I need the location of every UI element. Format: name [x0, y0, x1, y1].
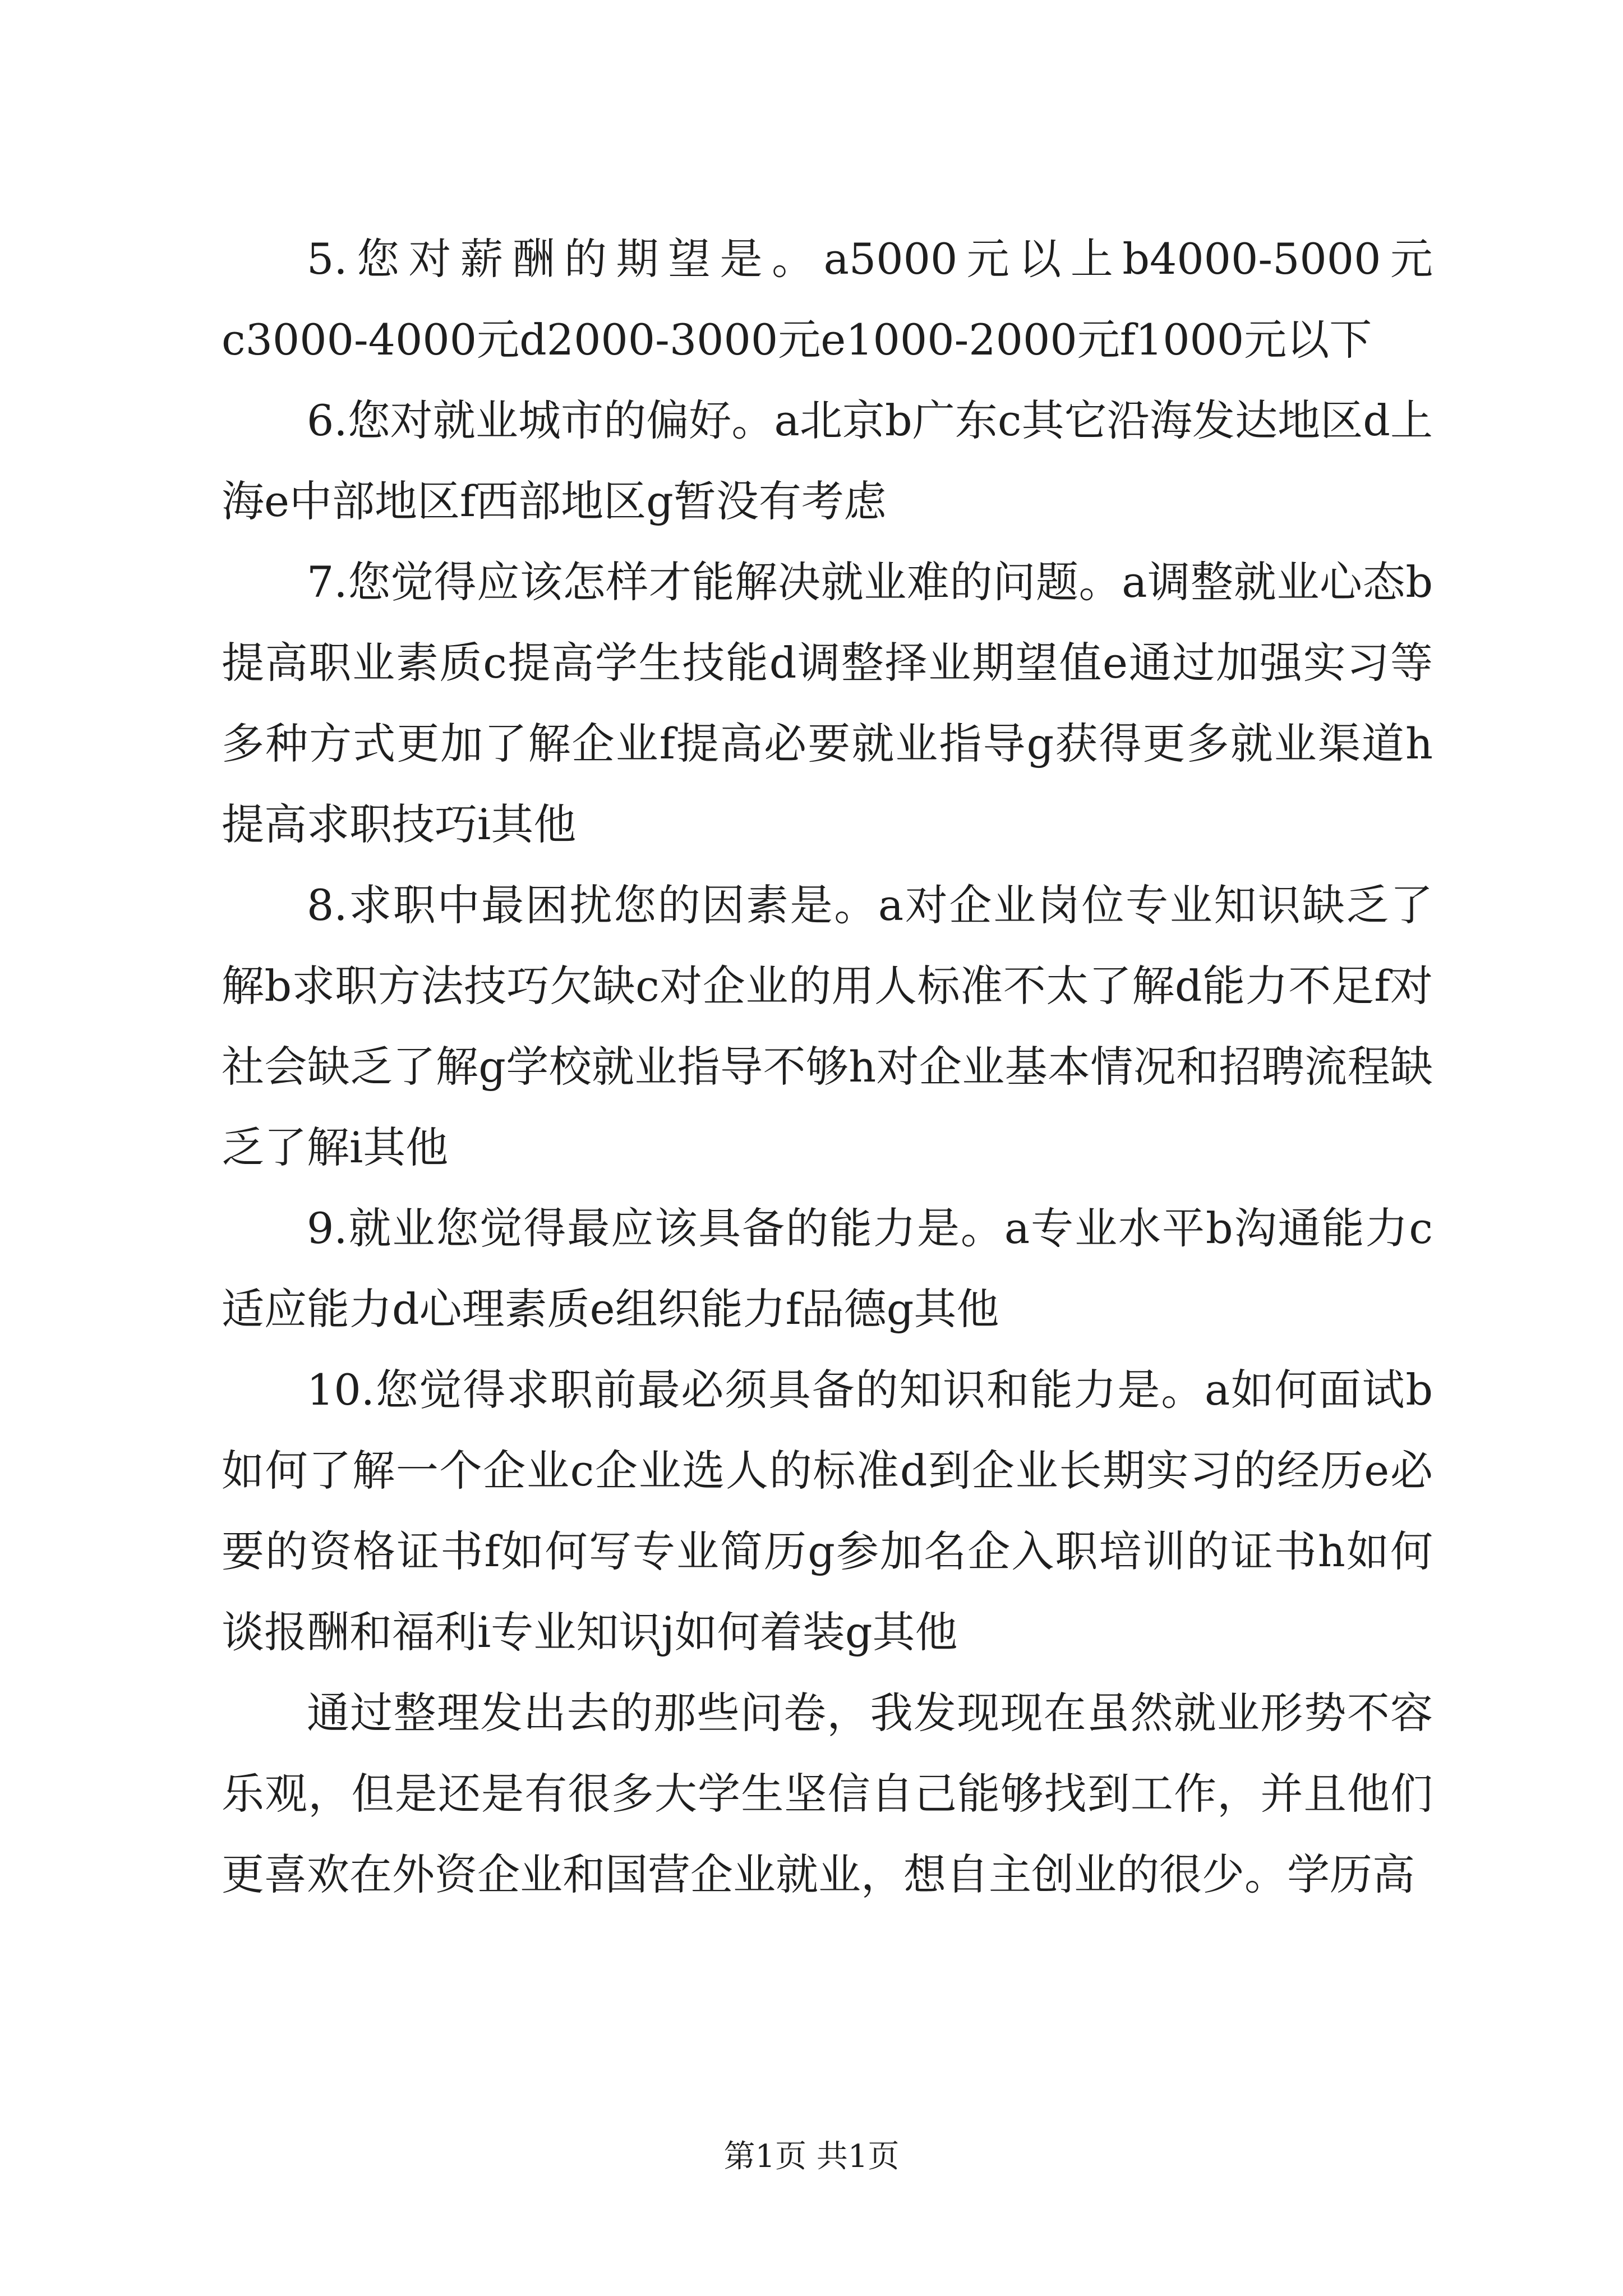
- paragraph-q5: 5.您对薪酬的期望是。a5000元以上b4000-5000元c3000-4000元d2000-3000元e1000-2000元f1000元以下: [222, 234, 1433, 365]
- document-body: [222, 219, 1433, 1915]
- paragraph-q7: 7.您觉得应该怎样才能解决就业难的问题。a调整就业心态b提高职业素质c提高学生技能d调整择业期望值e通过加强实习等多种方式更加了解企业f提高必要就业指导g获得更多就业渠道h提高求职技巧i其他: [222, 557, 1433, 849]
- paragraph-q8: 8.求职中最困扰您的因素是。a对企业岗位专业知识缺乏了解b求职方法技巧欠缺c对企业的用人标准不太了解d能力不足f对社会缺乏了解g学校就业指导不够h对企业基本情况和招聘流程缺乏了解i其他: [222, 880, 1433, 1172]
- paragraph-q9: 9.就业您觉得最应该具备的能力是。a专业水平b沟通能力c适应能力d心理素质e组织能力f品德g其他: [222, 1203, 1433, 1334]
- page-footer: 第1页 共1页: [723, 2138, 900, 2175]
- paragraph-q6: 6.您对就业城市的偏好。a北京b广东c其它沿海发达地区d上海e中部地区f西部地区g暂没有考虑: [222, 395, 1433, 526]
- paragraph-q10: 10.您觉得求职前最必须具备的知识和能力是。a如何面试b如何了解一个企业c企业选人的标准d到企业长期实习的经历e必要的资格证书f如何写专业简历g参加名企入职培训的证书h如何谈报酬和福利i专业知识j如何着装g其他: [222, 1365, 1433, 1657]
- paragraph-summary: 通过整理发出去的那些问卷，我发现现在虽然就业形势不容乐观，但是还是有很多大学生坚信自己能够找到工作，并且他们更喜欢在外资企业和国营企业就业，想自主创业的很少。学历高: [222, 1688, 1433, 1899]
